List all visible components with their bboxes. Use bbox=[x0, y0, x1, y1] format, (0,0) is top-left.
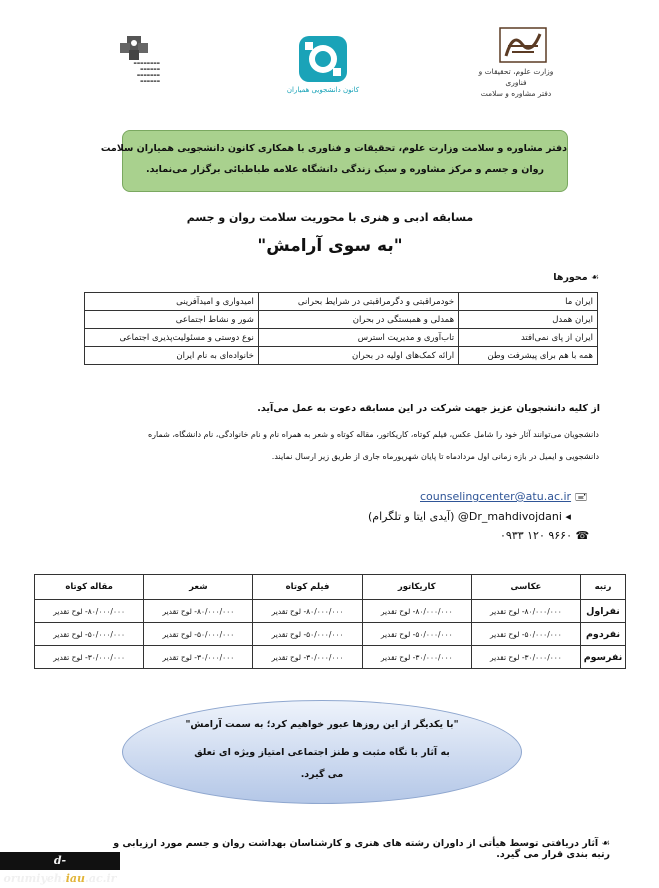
university-logo bbox=[104, 34, 160, 96]
topic-cell: ایران ما bbox=[459, 293, 598, 311]
submission-instructions bbox=[55, 424, 599, 468]
topic-cell: خانواده‌ای به نام ایران bbox=[85, 347, 259, 365]
topic-cell: خودمراقبتی و دگرمراقبتی در شرایط بحرانی bbox=[258, 293, 458, 311]
contest-title: "به سوی آرامش" bbox=[257, 236, 403, 256]
instructions-line-1: دانشجویان می‌توانند آثار خود را شامل عکس، فیلم کوتاه، کاریکاتور، مقاله کوتاه و شعر به همراه نام و نام خانوادگی، نام دانشگاه، شماره bbox=[147, 430, 599, 439]
table-row bbox=[85, 293, 598, 311]
prize-cell: ۸۰/۰۰۰/۰۰۰- لوح تقدیر bbox=[144, 600, 253, 623]
table-row bbox=[35, 646, 626, 669]
judging-note bbox=[110, 838, 610, 860]
table-row bbox=[35, 623, 626, 646]
prize-cell: ۵۰/۰۰۰/۰۰۰- لوح تقدیر bbox=[471, 623, 580, 646]
hamyaran-logo-caption: کانون دانشجویی همیاران bbox=[286, 86, 360, 94]
email-link[interactable]: counselingcenter@atu.ac.ir bbox=[420, 490, 572, 503]
phone-number[interactable]: ۰۹۳۳ ۱۲۰ ۹۶۶۰ bbox=[500, 529, 572, 542]
hamyaran-logo bbox=[278, 34, 368, 100]
rank-cell: نفردوم bbox=[581, 623, 626, 646]
table-row bbox=[85, 311, 598, 329]
topic-cell: شور و نشاط اجتماعی bbox=[85, 311, 259, 329]
contest-subtitle: مسابقه ادبی و هنری با محوریت سلامت روان و جسم bbox=[186, 211, 474, 224]
prize-cell: ۸۰/۰۰۰/۰۰۰- لوح تقدیر bbox=[362, 600, 471, 623]
messenger-handle[interactable]: @Dr_mahdivojdani bbox=[457, 510, 562, 523]
table-header-row bbox=[35, 575, 626, 600]
prize-cell: ۳۰/۰۰۰/۰۰۰- لوح تقدیر bbox=[35, 646, 144, 669]
site-watermark: d-orumiyeh.iau.ac.ir bbox=[0, 852, 120, 870]
axes-heading-label: محورها bbox=[553, 272, 588, 283]
intro-box bbox=[100, 130, 568, 192]
rank-cell: نفرسوم bbox=[581, 646, 626, 669]
quote-ellipse bbox=[122, 700, 522, 804]
phone-contact bbox=[500, 529, 589, 542]
table-row bbox=[35, 600, 626, 623]
topic-cell: همه با هم برای پیشرفت وطن bbox=[459, 347, 598, 365]
topic-cell: ارائه کمک‌های اولیه در بحران bbox=[258, 347, 458, 365]
prize-cell: ۸۰/۰۰۰/۰۰۰- لوح تقدیر bbox=[471, 600, 580, 623]
table-row bbox=[85, 329, 598, 347]
phone-icon: ☎ bbox=[575, 529, 590, 542]
messenger-contact bbox=[368, 510, 571, 523]
email-contact bbox=[420, 488, 587, 507]
topic-cell: تاب‌آوری و مدیریت استرس bbox=[258, 329, 458, 347]
header-short-article: مقاله کوتاه bbox=[35, 575, 144, 600]
ministry-office: دفتر مشاوره و سلامت bbox=[480, 89, 552, 98]
quote-line-3: می گیرد. bbox=[300, 769, 344, 780]
header-photo: عکاسی bbox=[471, 575, 580, 600]
messenger-note: (آیدی ایتا و تلگرام) bbox=[368, 510, 455, 523]
intro-line-2: روان و جسم و مرکز مشاوره و سبک زندگی دانشگاه علامه طباطبائی برگزار می‌نماید. bbox=[145, 164, 545, 175]
prize-cell: ۳۰/۰۰۰/۰۰۰- لوح تقدیر bbox=[471, 646, 580, 669]
bullet-icon: ☙ bbox=[590, 273, 599, 283]
header-rank: رتبه bbox=[581, 575, 626, 600]
axes-heading bbox=[553, 272, 599, 283]
quote-line-2: به آثار با نگاه مثبت و طنز اجتماعی امتیاز ویژه ای تعلق bbox=[194, 747, 450, 758]
invitation-text: از کلیه دانشجویان عزیز جهت شرکت در این مسابقه دعوت به عمل می‌آید. bbox=[257, 403, 600, 414]
topic-cell: امیدواری و امیدآفرینی bbox=[85, 293, 259, 311]
ministry-logo bbox=[468, 26, 564, 98]
topic-cell: همدلی و همبستگی در بحران bbox=[258, 311, 458, 329]
prize-cell: ۵۰/۰۰۰/۰۰۰- لوح تقدیر bbox=[35, 623, 144, 646]
mail-icon: 🖃 bbox=[574, 490, 588, 503]
ministry-name: وزارت علوم، تحقیقات و فناوری bbox=[478, 67, 554, 87]
topic-cell: ایران همدل bbox=[459, 311, 598, 329]
hamyaran-emblem-icon bbox=[295, 34, 351, 84]
prize-cell: ۵۰/۰۰۰/۰۰۰- لوح تقدیر bbox=[253, 623, 362, 646]
prize-cell: ۸۰/۰۰۰/۰۰۰- لوح تقدیر bbox=[253, 600, 362, 623]
instructions-line-2: دانشجویی و ایمیل در بازه زمانی اول مردادماه تا پایان شهریورماه جاری از طریق زیر ارسال نمایند. bbox=[271, 452, 599, 461]
header-poem: شعر bbox=[144, 575, 253, 600]
prize-cell: ۳۰/۰۰۰/۰۰۰- لوح تقدیر bbox=[253, 646, 362, 669]
header-short-film: فیلم کوتاه bbox=[253, 575, 362, 600]
prize-cell: ۵۰/۰۰۰/۰۰۰- لوح تقدیر bbox=[362, 623, 471, 646]
header-caricature: کاریکاتور bbox=[362, 575, 471, 600]
prize-cell: ۸۰/۰۰۰/۰۰۰- لوح تقدیر bbox=[35, 600, 144, 623]
intro-line-1: دفتر مشاوره و سلامت وزارت علوم، تحقیقات و فناوری با همکاری کانون دانشجویی همیاران سلامت bbox=[100, 143, 567, 154]
topic-cell: نوع دوستی و مسئولیت‌پذیری اجتماعی bbox=[85, 329, 259, 347]
prizes-table bbox=[34, 574, 626, 669]
pointer-icon: ◂ bbox=[565, 510, 571, 523]
table-row bbox=[85, 347, 598, 365]
topics-table bbox=[84, 292, 598, 365]
prize-cell: ۳۰/۰۰۰/۰۰۰- لوح تقدیر bbox=[362, 646, 471, 669]
bullet-icon: ☙ bbox=[601, 838, 610, 849]
university-logo-text: ▬▬▬▬▬▬▬▬ ▬▬▬▬▬▬ ▬▬▬▬▬▬▬ ▬▬▬▬▬▬ bbox=[133, 61, 160, 83]
rank-cell: نفراول bbox=[581, 600, 626, 623]
ministry-calligraphy-icon bbox=[498, 26, 548, 64]
prize-cell: ۳۰/۰۰۰/۰۰۰- لوح تقدیر bbox=[144, 646, 253, 669]
prize-cell: ۵۰/۰۰۰/۰۰۰- لوح تقدیر bbox=[144, 623, 253, 646]
quote-line-1: "با یکدیگر از این روزها عبور خواهیم کرد؛ به سمت آرامش" bbox=[185, 719, 459, 730]
topic-cell: ایران از پای نمی‌افتد bbox=[459, 329, 598, 347]
judging-note-text: آثار دریافتی توسط هیأتی از داوران رشته های هنری و کارشناسان بهداشت روان و جسم مورد ارزیابی و رتبه بندی قرار می گیرد. bbox=[113, 838, 610, 860]
